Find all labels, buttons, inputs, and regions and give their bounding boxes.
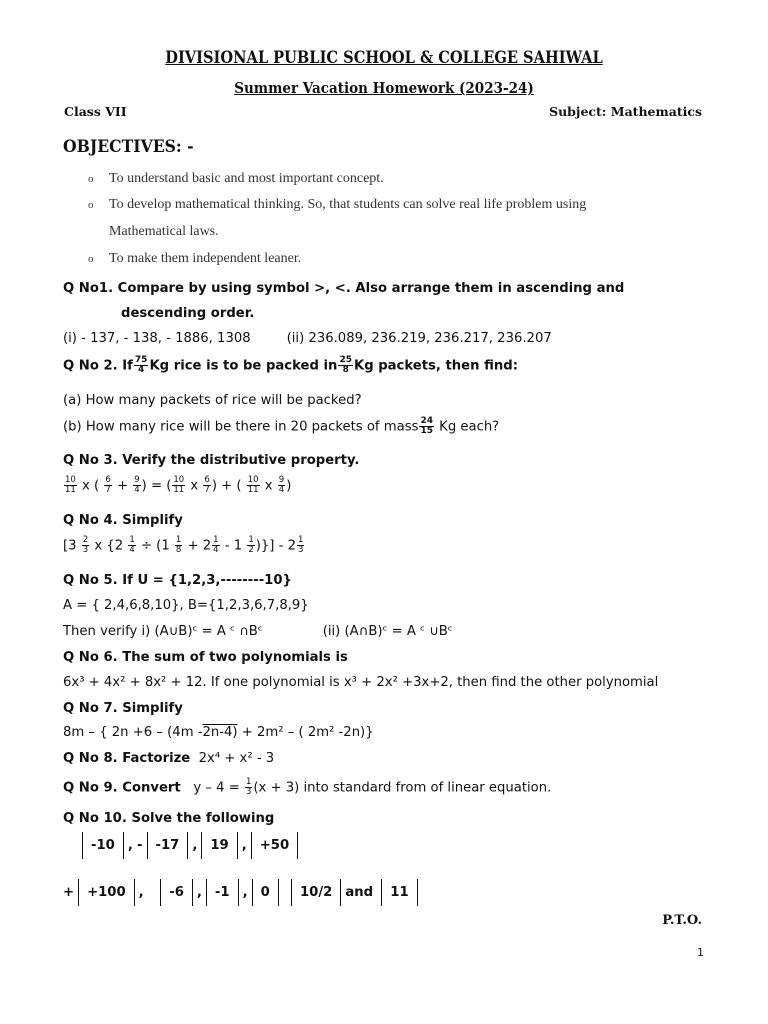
objective-item-continued: Mathematical laws. bbox=[109, 224, 219, 239]
question-10-title: Q No 10. Solve the following bbox=[63, 811, 275, 826]
question-2-title: Q No 2. If $\frac{75}{4}$ Kg rice is to be packed in $\frac{25}{8}$ Kg packets, then find: bbox=[63, 355, 518, 375]
simplify-expression: [3 $\frac{2}{3}$ x {2 $\frac{1}{4}$ ÷ (1 $\frac{1}{8}$ + 2 $\frac{1}{4}$ - 1 $\frac{1}{2}$ )}] - 2 $\frac{1}{3}$ bbox=[63, 535, 304, 555]
objective-item: o To understand basic and most important concept. bbox=[88, 171, 384, 186]
fraction: $\frac{25}{8}$ bbox=[339, 355, 352, 375]
absolute-values-row-2: + +100 , -6 , -1 , 0 10/2 and 11 bbox=[63, 879, 422, 906]
class-label: Class VII bbox=[64, 104, 127, 119]
fraction: $\frac{75}{4}$ bbox=[134, 355, 148, 375]
question-6-title: Q No 6. The sum of two polynomials is bbox=[63, 650, 348, 665]
distributive-expression: $\frac{10}{11}$ x ( $\frac{6}{7}$ + $\frac{9}{4}$ ) = ( $\frac{10}{11}$ x $\frac{6}{7}$ ) + ( $\frac{10}{11}$ x $\frac{9}{4}$ ) bbox=[65, 475, 292, 495]
question-6-body: 6x³ + 4x² + 8x² + 12. If one polynomial is x³ + 2x² +3x+2, then find the other polynomial bbox=[63, 675, 659, 690]
question-5-verify: Then verify i) (A∪B)ᶜ = A ᶜ ∩Bᶜ (ii) (A∩B)ᶜ = A ᶜ ∪Bᶜ bbox=[63, 624, 453, 639]
objectives-heading: OBJECTIVES: - bbox=[63, 137, 194, 157]
fraction: $\frac{24}{15}$ bbox=[420, 416, 433, 436]
question-2b: (b) How many rice will be there in 20 packets of mass $\frac{24}{15}$ Kg each? bbox=[63, 416, 500, 436]
question-7-title: Q No 7. Simplify bbox=[63, 701, 183, 716]
question-1-parts: (i) - 137, - 138, - 1886, 1308 (ii) 236.089, 236.219, 236.217, 236.207 bbox=[63, 331, 552, 346]
question-8: Q No 8. Factorize 2x⁴ + x² - 3 bbox=[63, 751, 275, 766]
question-5-title: Q No 5. If U = {1,2,3,--------10} bbox=[63, 573, 292, 588]
homework-title: Summer Vacation Homework (2023-24) bbox=[234, 79, 534, 97]
question-1-title: Q No1. Compare by using symbol >, <. Also arrange them in ascending and bbox=[63, 281, 625, 296]
objective-item: o To develop mathematical thinking. So, that students can solve real life problem using bbox=[88, 197, 587, 212]
absolute-values-row-1: -10 , - -17 , 19 , +50 bbox=[78, 832, 302, 859]
bullet-icon: o bbox=[88, 173, 94, 185]
objective-item: o To make them independent leaner. bbox=[88, 251, 302, 266]
question-4-title: Q No 4. Simplify bbox=[63, 513, 183, 528]
bullet-icon: o bbox=[88, 199, 94, 211]
subject-label: Subject: Mathematics bbox=[549, 104, 702, 119]
bullet-icon: o bbox=[88, 253, 94, 265]
page-number: 1 bbox=[697, 946, 704, 959]
question-7-expression: 8m – { 2n +6 – (4m -2n-4) + 2m² – ( 2m² -2n)} bbox=[63, 725, 374, 740]
question-1-title-cont: descending order. bbox=[121, 306, 255, 321]
question-3-title: Q No 3. Verify the distributive property. bbox=[63, 453, 360, 468]
school-name: DIVISIONAL PUBLIC SCHOOL & COLLEGE SAHIWAL bbox=[165, 48, 603, 68]
question-5-sets: A = { 2,4,6,8,10}, B={1,2,3,6,7,8,9} bbox=[63, 598, 309, 613]
question-2a: (a) How many packets of rice will be packed? bbox=[63, 393, 362, 408]
question-9: Q No 9. Convert y – 4 = $\frac{1}{3}$ (x + 3) into standard from of linear equation. bbox=[63, 777, 552, 797]
pto-label: P.T.O. bbox=[662, 913, 702, 928]
